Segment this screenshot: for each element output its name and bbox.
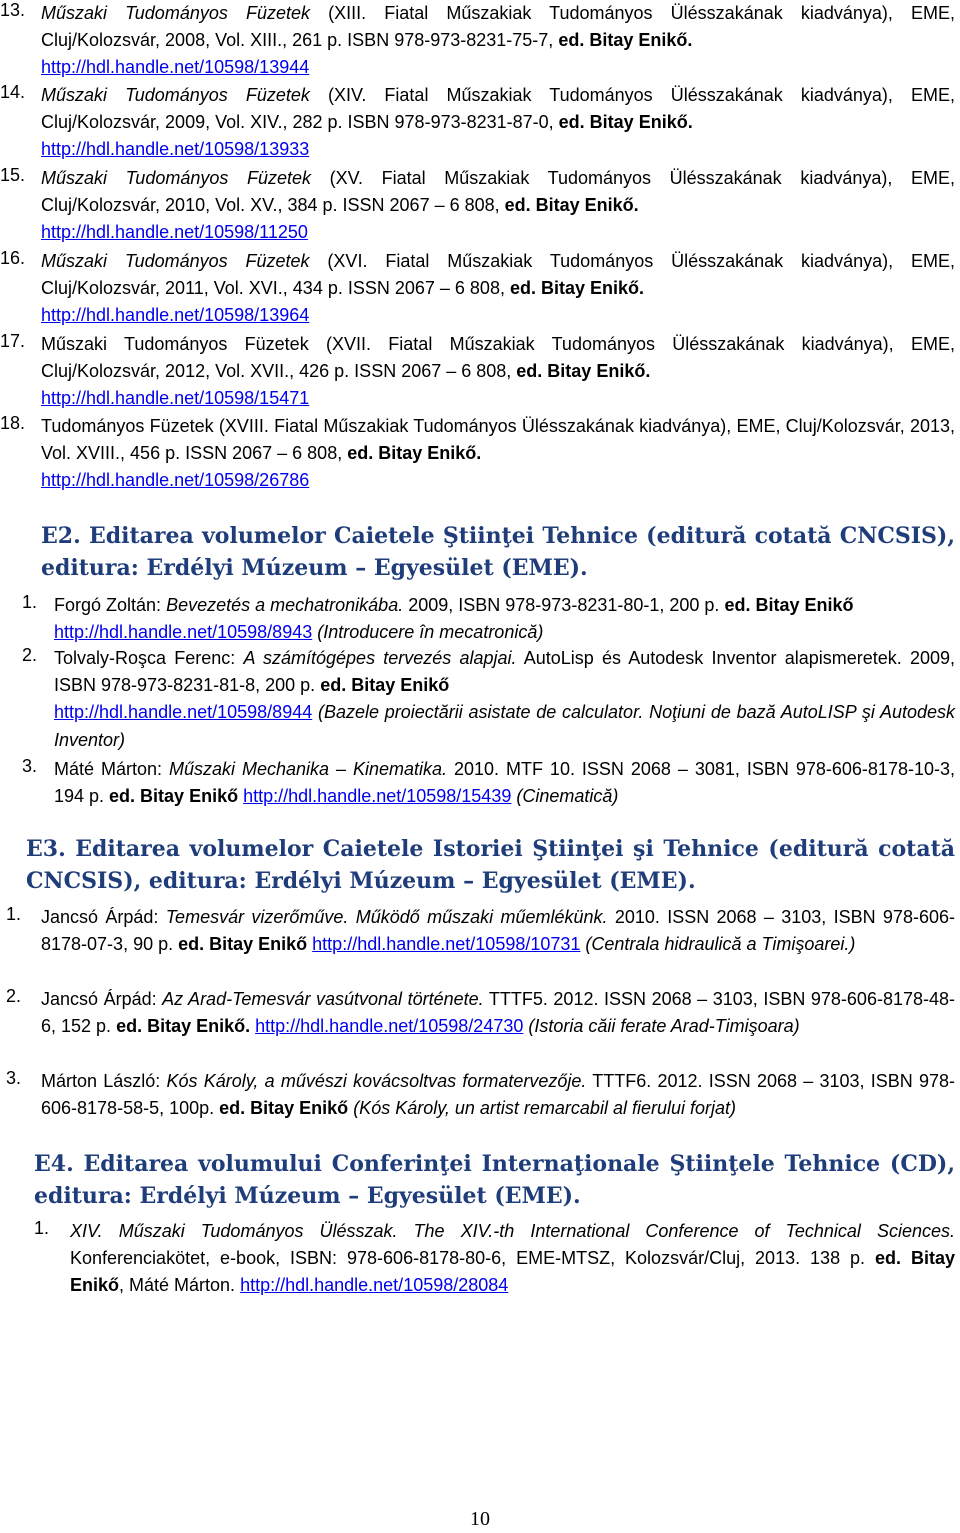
entry-author: Forgó Zoltán:	[54, 595, 167, 615]
entry-title: Műszaki Mechanika – Kinematika.	[168, 759, 447, 779]
entry-title: Temesvár vizerőműve. Működő műszaki műemlékünk.	[165, 907, 608, 927]
editor: ed. Bitay Enikő.	[504, 195, 639, 216]
entry-author: Máté Márton:	[54, 759, 169, 779]
list-number: 14.	[0, 82, 26, 102]
entry-title: Műszaki Tudományos Füzetek	[41, 168, 312, 188]
list-number: 18.	[0, 413, 26, 433]
handle-link[interactable]: http://hdl.handle.net/10598/15439	[243, 786, 512, 807]
list-item	[41, 331, 955, 413]
list-item	[70, 1218, 955, 1300]
editor: ed. Bitay Enikő	[724, 595, 854, 615]
list-item	[41, 165, 955, 247]
list-item	[41, 904, 955, 958]
editor: ed. Bitay Enikő	[178, 934, 308, 955]
entry-title: Az Arad-Temesvár vasútvonal története.	[162, 989, 484, 1009]
translation: (Istoria căii ferate Arad-Timişoara)	[523, 1016, 800, 1037]
entry-details: 2010. MTF 10. ISSN 2068 – 3081, ISBN 978-606-8178-10-3, 194 p.	[54, 759, 955, 807]
entry-details: 2010. ISSN 2068 – 3103, ISBN 978-606-8178-07-3, 90 p.	[41, 907, 955, 955]
entry-title: Kós Károly, a művészi kovácsoltvas formatervezője.	[166, 1071, 587, 1091]
entry-details: TTTF6. 2012. ISSN 2068 – 3103, ISBN 978-606-8178-58-5, 100p.	[41, 1071, 955, 1119]
handle-link[interactable]: http://hdl.handle.net/10598/11250	[41, 222, 308, 243]
editor: ed. Bitay Enikő	[320, 675, 450, 696]
list-number: 15.	[0, 165, 26, 185]
list-number: 17.	[0, 331, 26, 351]
entry-details: Tudományos Füzetek (XVIII. Fiatal Műszakiak Tudományos Ülésszakának kiadványa), EME, Cluj/Kolozsvár, 2013, Vol. XVIII., 456 p. ISSN 2067 – 6 808,	[41, 416, 955, 464]
handle-link[interactable]: http://hdl.handle.net/10598/28084	[240, 1275, 509, 1296]
list-number: 1.	[6, 904, 22, 924]
entry-title: Bevezetés a mechatronikába.	[166, 595, 404, 615]
list-item	[54, 592, 955, 646]
entry-details: Konferenciakötet, e-book, ISBN: 978-606-8178-80-6, EME-MTSZ, Kolozsvár/Cluj, 2013. 138 p.	[70, 1248, 876, 1269]
page-number: 10	[470, 1508, 490, 1530]
entry-details: 2009, ISBN 978-973-8231-80-1, 200 p.	[403, 595, 725, 615]
editor: ed. Bitay Enikő.	[516, 361, 651, 382]
handle-link[interactable]: http://hdl.handle.net/10598/8944	[54, 702, 313, 723]
editor: ed. Bitay Enikő.	[347, 443, 482, 464]
handle-link[interactable]: http://hdl.handle.net/10598/8943	[54, 622, 313, 643]
list-number: 1.	[34, 1218, 50, 1238]
list-number: 16.	[0, 248, 26, 268]
entry-author: Márton László:	[41, 1071, 167, 1091]
list-number: 1.	[22, 592, 38, 612]
list-item	[54, 645, 955, 754]
handle-link[interactable]: http://hdl.handle.net/10598/26786	[41, 470, 310, 491]
section-heading-e2: E2. Editarea volumelor Caietele Ştiinţei Tehnice (editură cotată CNCSIS), editura: Erdélyi Múzeum – Egyesület (EME).	[41, 523, 955, 581]
list-number: 13.	[0, 0, 26, 20]
entry-details: (XIII. Fiatal Műszakiak Tudományos Ülésszakának kiadványa), EME, Cluj/Kolozsvár, 2008, Vol. XIII., 261 p. ISBN 978-973-8231-75-7,	[41, 3, 956, 51]
handle-link[interactable]: http://hdl.handle.net/10598/13944	[41, 57, 310, 78]
handle-link[interactable]: http://hdl.handle.net/10598/24730	[255, 1016, 524, 1037]
editor: ed. Bitay Enikő	[109, 786, 239, 807]
handle-link[interactable]: http://hdl.handle.net/10598/13964	[41, 305, 310, 326]
section-heading-e4: E4. Editarea volumului Conferinţei Internaţionale Ştiinţele Tehnice (CD), editura: Erdélyi Múzeum – Egyesület (EME).	[34, 1151, 955, 1209]
entry-details: TTTF5. 2012. ISSN 2068 – 3103, ISBN 978-606-8178-48-6, 152 p.	[41, 989, 955, 1037]
list-number: 3.	[6, 1068, 22, 1088]
section-heading-e3: E3. Editarea volumelor Caietele Istoriei Ştiinţei şi Tehnice (editură cotată CNCSIS), editura: Erdélyi Múzeum – Egyesület (EME).	[26, 836, 955, 894]
entry-author: Jancsó Árpád:	[41, 907, 166, 927]
translation: (Bazele proiectării asistate de calculator. Noţiuni de bază AutoLISP şi Autodesk Inventor)	[54, 702, 955, 750]
translation: (Centrala hidraulică a Timişoarei.)	[580, 934, 856, 955]
translation: (Kós Károly, un artist remarcabil al fierului forjat)	[348, 1098, 736, 1119]
entry-details: (XVI. Fiatal Műszakiak Tudományos Ülésszakának kiadványa), EME, Cluj/Kolozsvár, 2011, Vol. XVI., 434 p. ISSN 2067 – 6 808,	[41, 251, 955, 299]
list-item	[41, 1068, 955, 1122]
translation: (Cinematică)	[511, 786, 619, 807]
entry-title: A számítógépes tervezés alapjai.	[243, 648, 517, 668]
list-item	[41, 248, 955, 330]
handle-link[interactable]: http://hdl.handle.net/10598/10731	[312, 934, 581, 955]
editor: ed. Bitay Enikő.	[558, 112, 693, 133]
editor: ed. Bitay Enikő.	[509, 278, 645, 299]
entry-details: Műszaki Tudományos Füzetek (XVII. Fiatal Műszakiak Tudományos Ülésszakának kiadványa), EME, Cluj/Kolozsvár, 2012, Vol. XVII., 426 p. ISSN 2067 – 6 808,	[41, 334, 955, 382]
co-editor: , Máté Márton.	[119, 1275, 241, 1296]
entry-details: (XIV. Fiatal Műszakiak Tudományos Ülésszakának kiadványa), EME, Cluj/Kolozsvár, 2009, Vol. XIV., 282 p. ISBN 978-973-8231-87-0,	[41, 85, 956, 133]
editor: ed. Bitay Enikő	[70, 1248, 955, 1296]
translation: (Introducere în mecatronică)	[312, 622, 544, 643]
entry-title: Műszaki Tudományos Füzetek	[41, 85, 310, 105]
handle-link[interactable]: http://hdl.handle.net/10598/13933	[41, 139, 310, 160]
editor: ed. Bitay Enikő	[219, 1098, 349, 1119]
entry-title: XIV. Műszaki Tudományos Ülésszak. The XIV.-th International Conference of Technical Sciences.	[70, 1221, 955, 1241]
list-item	[41, 0, 955, 82]
list-item	[41, 82, 955, 164]
editor: ed. Bitay Enikő.	[558, 30, 693, 51]
list-item	[41, 986, 955, 1040]
list-number: 2.	[6, 986, 22, 1006]
handle-link[interactable]: http://hdl.handle.net/10598/15471	[41, 388, 310, 409]
entry-author: Jancsó Árpád:	[41, 989, 163, 1009]
entry-title: Műszaki Tudományos Füzetek	[41, 251, 310, 271]
list-number: 3.	[22, 756, 38, 776]
entry-details: AutoLisp és Autodesk Inventor alapismeretek. 2009, ISBN 978-973-8231-81-8, 200 p.	[54, 648, 956, 696]
entry-author: Tolvaly-Roşca Ferenc:	[54, 648, 244, 668]
list-item	[41, 413, 955, 495]
entry-title: Műszaki Tudományos Füzetek	[41, 3, 310, 23]
list-item	[54, 756, 955, 810]
entry-details: (XV. Fiatal Műszakiak Tudományos Ülésszakának kiadványa), EME, Cluj/Kolozsvár, 2010, Vol. XV., 384 p. ISSN 2067 – 6 808,	[41, 168, 955, 216]
list-number: 2.	[22, 645, 38, 665]
editor: ed. Bitay Enikő.	[116, 1016, 251, 1037]
